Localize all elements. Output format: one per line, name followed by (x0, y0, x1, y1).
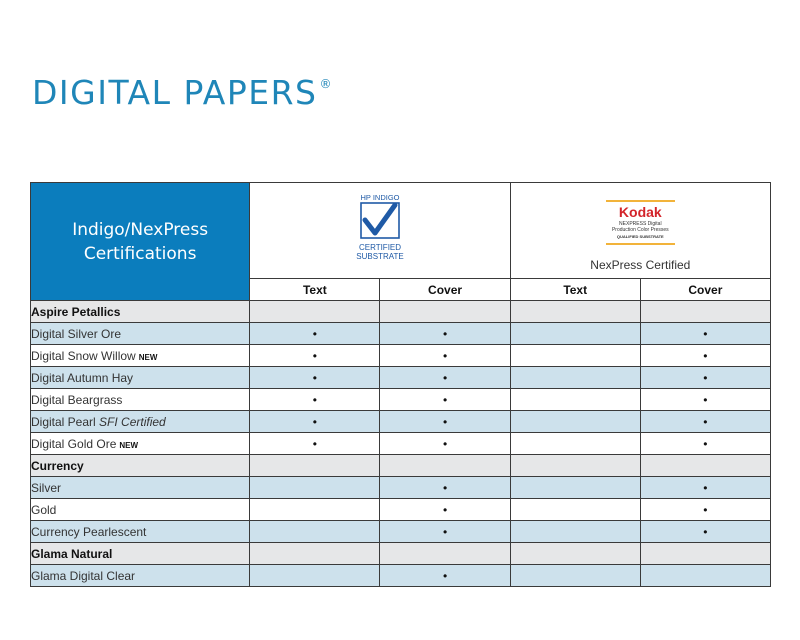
certified-mark: • (442, 370, 448, 385)
certified-mark: • (312, 414, 317, 429)
mark-cell (640, 565, 770, 587)
mark-cell (510, 521, 640, 543)
mark-cell (510, 389, 640, 411)
mark-cell (510, 455, 640, 477)
certified-mark: • (312, 370, 317, 385)
mark-cell (640, 433, 770, 455)
row-label (31, 411, 250, 433)
mark-cell (250, 477, 380, 499)
row-label-text: Glama Natural (31, 546, 113, 561)
mark-cell (510, 543, 640, 565)
page-title-text: DIGITAL PAPERS (32, 73, 318, 112)
mark-cell (380, 455, 510, 477)
certification-table (30, 182, 771, 587)
hp-logo-line2: SUBSTRATE (356, 252, 404, 261)
kodak-line2: Production Color Presses (611, 227, 669, 233)
hp-indigo-logo (350, 193, 410, 265)
kodak-badge (606, 200, 675, 245)
mark-cell (380, 301, 510, 323)
row-label (31, 499, 250, 521)
hp-indigo-cell (250, 183, 510, 279)
kodak-line1: NEXPRESS Digital (619, 221, 662, 227)
section-label (31, 543, 250, 565)
row-label-text: Digital Beargrass (31, 392, 123, 407)
table-row (31, 323, 771, 345)
table-row (31, 345, 771, 367)
mark-cell (380, 565, 510, 587)
table-heading-line2: Certifications (83, 243, 197, 264)
mark-cell (640, 521, 770, 543)
mark-cell (510, 411, 640, 433)
certified-mark: • (442, 436, 448, 451)
section-row (31, 301, 771, 323)
certified-mark: • (703, 326, 708, 341)
section-label (31, 455, 250, 477)
mark-cell (380, 499, 510, 521)
certified-mark: • (703, 502, 708, 517)
row-label-text: Digital Pearl (31, 414, 96, 429)
row-label-text: Gold (31, 502, 57, 517)
mark-cell (640, 411, 770, 433)
mark-cell (510, 345, 640, 367)
column-header: Cover (380, 279, 510, 301)
row-label (31, 521, 250, 543)
mark-cell (380, 389, 510, 411)
certified-mark: • (703, 348, 708, 363)
certified-mark: • (703, 370, 708, 385)
row-label (31, 367, 250, 389)
mark-cell (250, 433, 380, 455)
certified-mark: • (703, 436, 708, 451)
table-row (31, 477, 771, 499)
kodak-brand: Kodak (618, 204, 662, 220)
kodak-logo (511, 200, 770, 245)
page-title (32, 73, 333, 112)
mark-cell (510, 477, 640, 499)
table-row (31, 565, 771, 587)
mark-cell (640, 367, 770, 389)
table-row (31, 433, 771, 455)
certified-mark: • (442, 326, 448, 341)
table-row (31, 499, 771, 521)
row-label-text: Currency Pearlescent (31, 524, 147, 539)
certified-mark: • (442, 414, 448, 429)
mark-cell (640, 301, 770, 323)
certified-mark: • (312, 436, 317, 451)
table-heading (31, 183, 250, 301)
section-row (31, 543, 771, 565)
certified-mark: • (442, 568, 448, 583)
mark-cell (640, 543, 770, 565)
mark-cell (250, 323, 380, 345)
certified-mark: • (703, 524, 708, 539)
certified-mark: • (442, 392, 448, 407)
mark-cell (510, 301, 640, 323)
mark-cell (640, 499, 770, 521)
certified-mark: • (703, 480, 708, 495)
certified-mark: • (312, 326, 317, 341)
section-label (31, 301, 250, 323)
mark-cell (510, 499, 640, 521)
new-badge: NEW (119, 440, 139, 450)
certified-mark: • (442, 480, 448, 495)
row-label-text: Digital Autumn Hay (31, 370, 134, 385)
mark-cell (510, 433, 640, 455)
mark-cell (250, 389, 380, 411)
table-row (31, 521, 771, 543)
row-label-text: Silver (31, 480, 62, 495)
row-label (31, 565, 250, 587)
kodak-line3: QUALIFIED SUBSTRATE (616, 234, 664, 239)
mark-cell (510, 323, 640, 345)
table-row (31, 367, 771, 389)
mark-cell (510, 565, 640, 587)
mark-cell (250, 367, 380, 389)
certified-mark: • (442, 502, 448, 517)
mark-cell (380, 543, 510, 565)
section-row (31, 455, 771, 477)
row-label (31, 345, 250, 367)
hp-logo-top: HP INDIGO (360, 193, 400, 202)
row-label-text: Aspire Petallics (31, 304, 121, 319)
mark-cell (380, 433, 510, 455)
mark-cell (250, 565, 380, 587)
row-label (31, 433, 250, 455)
mark-cell (380, 323, 510, 345)
certified-mark: • (703, 414, 708, 429)
column-header: Text (250, 279, 380, 301)
mark-cell (640, 345, 770, 367)
row-label-text: Currency (31, 458, 84, 473)
mark-cell (640, 477, 770, 499)
table-row (31, 389, 771, 411)
certified-mark: • (312, 348, 317, 363)
mark-cell (250, 499, 380, 521)
certified-mark: • (442, 524, 448, 539)
mark-cell (380, 345, 510, 367)
mark-cell (250, 411, 380, 433)
certified-mark: • (312, 392, 317, 407)
certification-note: SFI Certified (99, 414, 166, 429)
mark-cell (250, 455, 380, 477)
row-label-text: Digital Gold Ore (31, 436, 117, 451)
mark-cell (510, 367, 640, 389)
row-label (31, 323, 250, 345)
row-label-text: Digital Snow Willow (31, 348, 136, 363)
mark-cell (380, 521, 510, 543)
row-label-text: Glama Digital Clear (31, 568, 136, 583)
mark-cell (250, 521, 380, 543)
mark-cell (380, 411, 510, 433)
new-badge: NEW (138, 352, 158, 362)
certified-mark: • (703, 392, 708, 407)
table-row (31, 411, 771, 433)
table-heading-line1: Indigo/NexPress (72, 219, 209, 240)
mark-cell (640, 455, 770, 477)
mark-cell (380, 367, 510, 389)
checkmark-icon (365, 205, 395, 233)
registered-mark: ® (319, 77, 333, 91)
column-header: Text (510, 279, 640, 301)
certified-mark: • (442, 348, 448, 363)
row-label (31, 389, 250, 411)
kodak-nexpress-cell (510, 183, 770, 279)
mark-cell (640, 389, 770, 411)
mark-cell (640, 323, 770, 345)
mark-cell (250, 345, 380, 367)
nexpress-certified-label: NexPress Certified (590, 258, 691, 272)
hp-logo-line1: CERTIFIED (358, 243, 401, 252)
row-label (31, 477, 250, 499)
mark-cell (250, 301, 380, 323)
column-header: Cover (640, 279, 770, 301)
mark-cell (250, 543, 380, 565)
mark-cell (380, 477, 510, 499)
row-label-text: Digital Silver Ore (31, 326, 122, 341)
